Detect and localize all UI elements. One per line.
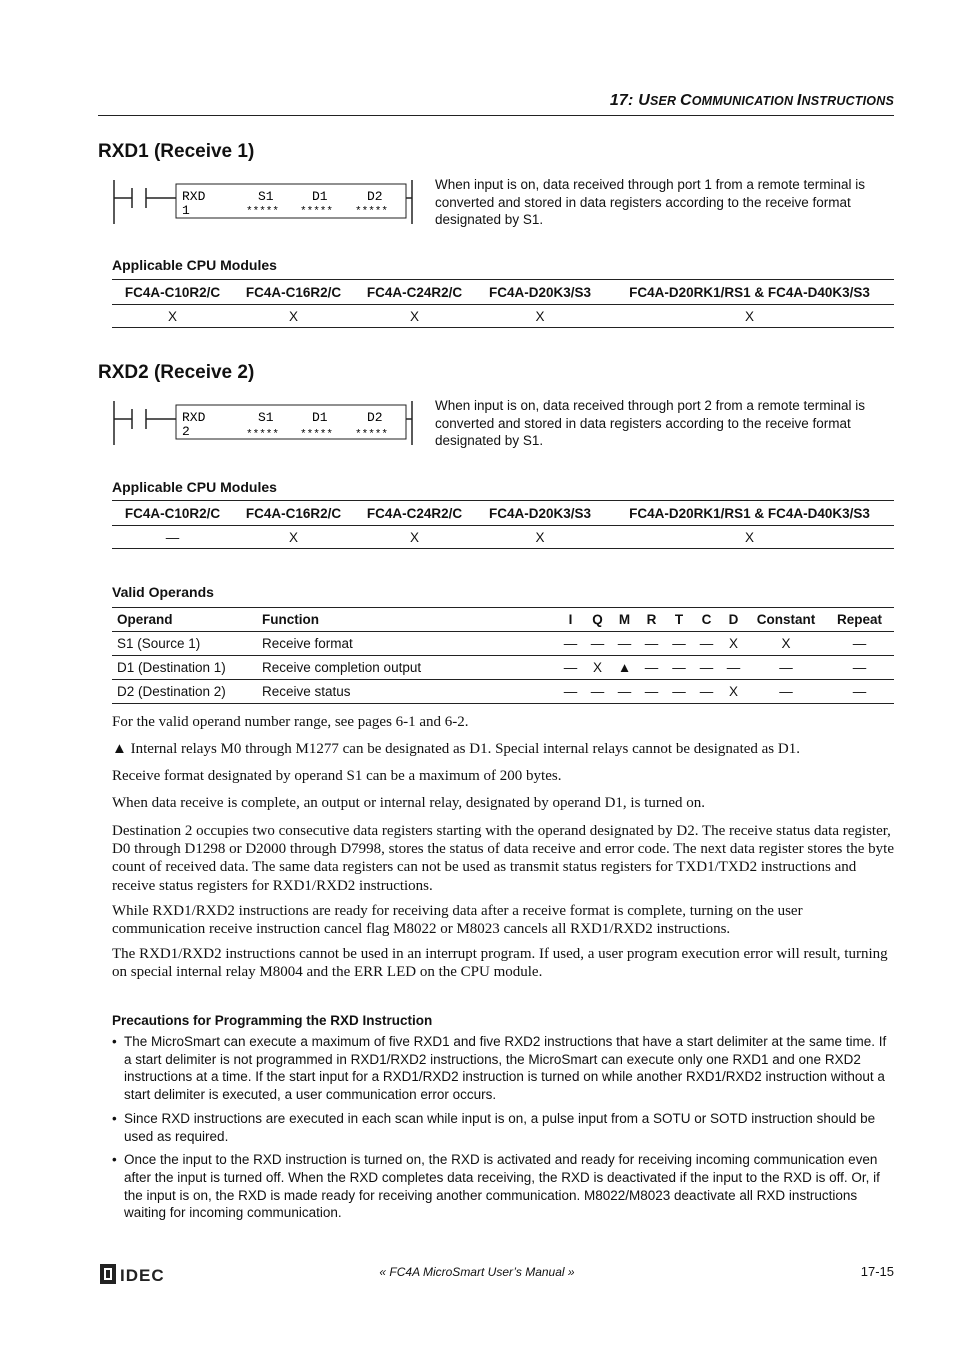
operand-s1-label: S1 bbox=[258, 410, 274, 425]
list-item bbox=[112, 1033, 894, 1104]
device-header: Q bbox=[584, 608, 611, 632]
list-item-text: Once the input to the RXD instruction is turned on, the RXD is activated and ready for receiving incoming communication even after the input is turned off. When the RXD completes data receiving, the RXD is deactivated if the input to the RXD is off. Or, if the input is on, the RXD is made ready for receiving another communication. M8022/M8023 deactivate all RXD instructions waiting for incoming communication. bbox=[124, 1152, 880, 1221]
table-cell: D2 (Destination 2) bbox=[112, 680, 257, 704]
operands-table bbox=[112, 607, 894, 704]
table-cell: — bbox=[720, 656, 747, 680]
cpu-header: FC4A-D20K3/S3 bbox=[475, 280, 605, 305]
bullet-icon: • bbox=[112, 1152, 117, 1168]
footer-manual-title: « FC4A MicroSmart User’s Manual » bbox=[379, 1265, 575, 1279]
table-cell: — bbox=[825, 656, 894, 680]
operand-s1-label: S1 bbox=[258, 189, 274, 204]
table-cell: S1 (Source 1) bbox=[112, 632, 257, 656]
table-cell: — bbox=[557, 656, 584, 680]
operand-header: Operand bbox=[112, 608, 257, 632]
chapter-number: 17: bbox=[609, 92, 639, 109]
list-item bbox=[112, 1110, 894, 1145]
table-cell: — bbox=[638, 656, 665, 680]
cpu-cell: X bbox=[605, 305, 894, 328]
bullet-icon: • bbox=[112, 1110, 117, 1126]
table-cell: ▲ bbox=[611, 656, 638, 680]
operand-d1-label: D1 bbox=[312, 410, 328, 425]
device-header: D bbox=[720, 608, 747, 632]
rxd2-description: When input is on, data received through port 2 from a remote terminal is converted and stored in data registers according to the receive format designated by S1. bbox=[435, 398, 865, 448]
paragraph: For the valid operand number range, see pages 6-1 and 6-2. bbox=[112, 714, 469, 730]
title-part: SER bbox=[649, 94, 680, 108]
paragraph: ▲ Internal relays M0 through M1277 can be designated as D1. Special internal relays cannot be designated as D1. bbox=[112, 741, 800, 757]
cpu-cell: X bbox=[112, 305, 233, 328]
title-part: U bbox=[638, 92, 650, 109]
table-cell: — bbox=[584, 632, 611, 656]
table-cell: — bbox=[693, 656, 720, 680]
table-cell: — bbox=[584, 680, 611, 704]
constant-header: Constant bbox=[747, 608, 825, 632]
cpu-header: FC4A-C16R2/C bbox=[233, 280, 354, 305]
table-cell: — bbox=[638, 680, 665, 704]
table-cell: X bbox=[720, 680, 747, 704]
table-header-row bbox=[112, 280, 894, 305]
table-row bbox=[112, 656, 894, 680]
rxd1-ladder-diagram bbox=[110, 176, 420, 228]
operand-d1-value: ***** bbox=[300, 429, 334, 441]
table-cell: — bbox=[638, 632, 665, 656]
title-part: NSTRUCTIONS bbox=[801, 94, 894, 108]
list-item-text: Since RXD instructions are executed in each scan while input is on, a pulse input from a SOTU or SOTD instruction should be used as required. bbox=[124, 1110, 876, 1144]
rxd2-heading: RXD2 (Receive 2) bbox=[98, 362, 255, 383]
table-cell: — bbox=[747, 656, 825, 680]
table-row bbox=[112, 680, 894, 704]
table-cell: Receive format bbox=[257, 632, 557, 656]
paragraph: The RXD1/RXD2 instructions cannot be used in an interrupt program. If used, a user program execution error will result, turning on special internal relay M8004 and the ERR LED on the CPU module. bbox=[112, 946, 888, 981]
cpu-header: FC4A-C24R2/C bbox=[354, 501, 475, 526]
table-cell: D1 (Destination 1) bbox=[112, 656, 257, 680]
instr-name: RXD bbox=[182, 410, 206, 425]
operand-d1-value: ***** bbox=[300, 206, 334, 218]
paragraph: Destination 2 occupies two consecutive data registers starting with the operand designated by D2. The receive status data register, D0 through D1298 or D2000 through D7998, stores the status of data receive and error code. The next data register stores the byte count of received data. The same data registers can not be used as transmit status registers for TXD1/TXD2 instructions and receive status registers for RXD1/RXD2 instructions. bbox=[112, 823, 895, 894]
rxd1-description: When input is on, data received through port 1 from a remote terminal is converted and stored in data registers according to the receive format designated by S1. bbox=[435, 177, 865, 227]
title-part: I bbox=[796, 92, 802, 109]
operand-d2-label: D2 bbox=[367, 189, 383, 204]
table-cell: X bbox=[747, 632, 825, 656]
table-cell: — bbox=[693, 680, 720, 704]
cpu-header: FC4A-D20RK1/RS1 & FC4A-D40K3/S3 bbox=[605, 280, 894, 305]
device-header: T bbox=[665, 608, 693, 632]
operand-d2-value: ***** bbox=[355, 206, 389, 218]
rxd1-cpu-label: Applicable CPU Modules bbox=[112, 257, 277, 273]
table-cell: — bbox=[665, 680, 693, 704]
table-header-row bbox=[112, 501, 894, 526]
precautions-heading: Precautions for Programming the RXD Instruction bbox=[112, 1013, 433, 1028]
table-row bbox=[112, 526, 894, 549]
header-rule bbox=[98, 115, 894, 116]
rxd2-cpu-label: Applicable CPU Modules bbox=[112, 479, 277, 495]
operand-s1-value: ***** bbox=[246, 206, 280, 218]
bullet-icon: • bbox=[112, 1034, 117, 1049]
table-header-row bbox=[112, 608, 894, 632]
table-cell: X bbox=[584, 656, 611, 680]
title-part: OMMUNICATION bbox=[691, 94, 797, 108]
device-header: I bbox=[557, 608, 584, 632]
title-part: C bbox=[679, 92, 692, 109]
cpu-cell: X bbox=[233, 305, 354, 328]
table-row bbox=[112, 632, 894, 656]
cpu-cell: X bbox=[475, 526, 605, 549]
cpu-cell: X bbox=[233, 526, 354, 549]
operand-d1-label: D1 bbox=[312, 189, 328, 204]
instr-name: RXD bbox=[182, 189, 206, 204]
table-cell: — bbox=[665, 656, 693, 680]
operand-d2-label: D2 bbox=[367, 410, 383, 425]
cpu-cell: X bbox=[354, 526, 475, 549]
precautions-list bbox=[112, 1033, 894, 1228]
instr-port: 1 bbox=[182, 203, 190, 218]
operand-d2-value: ***** bbox=[355, 429, 389, 441]
cpu-header: FC4A-C16R2/C bbox=[233, 501, 354, 526]
device-header: M bbox=[611, 608, 638, 632]
table-cell: — bbox=[665, 632, 693, 656]
table-cell: Receive status bbox=[257, 680, 557, 704]
cpu-cell: X bbox=[475, 305, 605, 328]
cpu-cell: X bbox=[354, 305, 475, 328]
instr-port: 2 bbox=[182, 424, 190, 439]
table-cell: — bbox=[693, 632, 720, 656]
table-cell: X bbox=[720, 632, 747, 656]
table-cell: — bbox=[557, 632, 584, 656]
device-header: C bbox=[693, 608, 720, 632]
table-cell: — bbox=[557, 680, 584, 704]
rxd1-cpu-table bbox=[112, 279, 894, 328]
table-cell: — bbox=[611, 632, 638, 656]
table-cell: Receive completion output bbox=[257, 656, 557, 680]
cpu-header: FC4A-C10R2/C bbox=[112, 280, 233, 305]
paragraph: While RXD1/RXD2 instructions are ready for receiving data after a receive format is complete, turning on the user communication receive instruction cancel flag M8022 or M8023 cancels all RXD1/RXD2 instructions. bbox=[112, 903, 803, 938]
chapter-title bbox=[610, 92, 894, 110]
table-cell: — bbox=[825, 632, 894, 656]
cpu-cell: X bbox=[605, 526, 894, 549]
operand-s1-value: ***** bbox=[246, 429, 280, 441]
device-header: R bbox=[638, 608, 665, 632]
table-cell: — bbox=[611, 680, 638, 704]
table-row bbox=[112, 305, 894, 328]
cpu-header: FC4A-D20K3/S3 bbox=[475, 501, 605, 526]
repeat-header: Repeat bbox=[825, 608, 894, 632]
rxd2-cpu-table bbox=[112, 500, 894, 549]
list-item bbox=[112, 1151, 894, 1222]
table-cell: — bbox=[747, 680, 825, 704]
page-number: 17-15 bbox=[860, 1264, 894, 1279]
rxd2-ladder-diagram bbox=[110, 397, 420, 449]
cpu-cell: — bbox=[112, 526, 233, 549]
function-header: Function bbox=[257, 608, 557, 632]
paragraph: When data receive is complete, an output or internal relay, designated by operand D1, is turned on. bbox=[112, 795, 705, 811]
cpu-header: FC4A-C24R2/C bbox=[354, 280, 475, 305]
rxd1-heading: RXD1 (Receive 1) bbox=[98, 141, 255, 162]
table-cell: — bbox=[825, 680, 894, 704]
paragraph: Receive format designated by operand S1 can be a maximum of 200 bytes. bbox=[112, 768, 562, 784]
cpu-header: FC4A-C10R2/C bbox=[112, 501, 233, 526]
logo-text: IDEC bbox=[120, 1266, 165, 1285]
list-item-text: The MicroSmart can execute a maximum of five RXD1 and five RXD2 instructions that have a start delimiter at the same time. If a start delimiter is not programmed in RXD1/RXD2 instructions, the MicroSmart can execute only one RXD1 and one RXD2 instructions at a time. If the start input for a RXD1/RXD2 instruction is turned on while another RXD1/RXD2 instruction without a start delimiter is executed, a user communication error occurs. bbox=[124, 1034, 887, 1103]
cpu-header: FC4A-D20RK1/RS1 & FC4A-D40K3/S3 bbox=[605, 501, 894, 526]
operands-label: Valid Operands bbox=[112, 584, 214, 600]
